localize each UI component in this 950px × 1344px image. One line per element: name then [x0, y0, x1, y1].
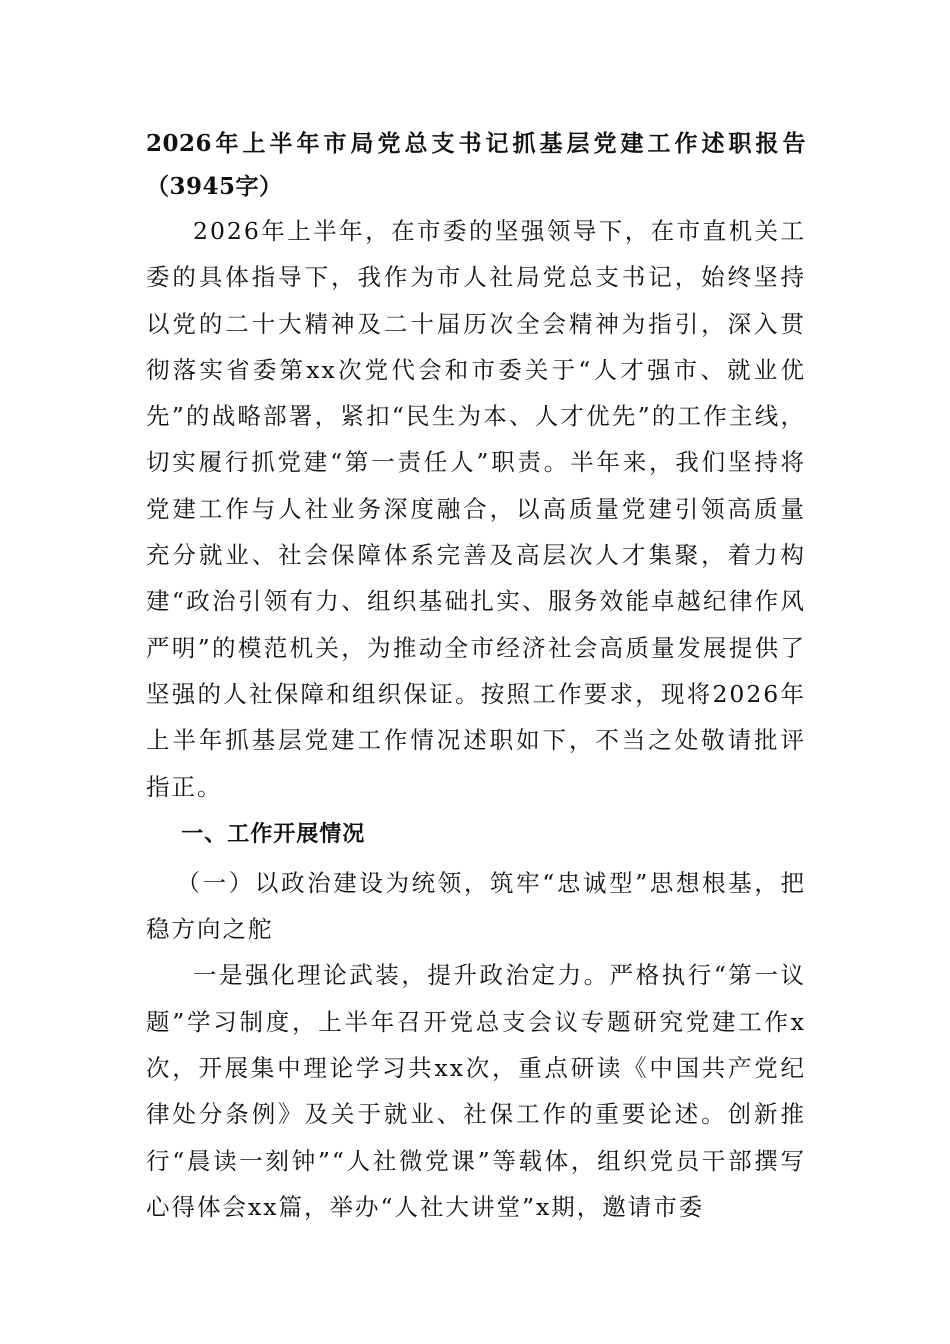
subsection-heading: （一）以政治建设为统领，筑牢“忠诚型”思想根基，把稳方向之舵 [146, 868, 806, 944]
document-body [146, 122, 806, 1230]
intro-paragraph: 2026年上半年，在市委的坚强领导下，在市直机关工委的具体指导下，我作为市人社局党总支书记，始终坚持以党的二十大精神及二十届历次全会精神为指引，深入贯彻落实省委第xx次党代会和市委关于“人才强市、就业优先”的战略部署，紧扣“民生为本、人才优先”的工作主线，切实履行抓党建“第一责任人”职责。半年来，我们坚持将党建工作与人社业务深度融合，以高质量党建引领高质量充分就业、社会保障体系完善及高层次人才集聚，着力构建“政治引领有力、组织基础扎实、服务效能卓越纪律作风严明”的模范机关，为推动全市经济社会高质量发展提供了坚强的人社保障和组织保证。按照工作要求，现将2026年上半年抓基层党建工作情况述职如下，不当之处敬请批评指正。 [146, 217, 806, 801]
document-title: 2026年上半年市局党总支书记抓基层党建工作述职报告（3945字） [146, 130, 806, 200]
body-paragraph: 一是强化理论武装，提升政治定力。严格执行“第一议题”学习制度，上半年召开党总支会议专题研究党建工作x次，开展集中理论学习共xx次，重点研读《中国共产党纪律处分条例》及关于就业、社保工作的重要论述。创新推行“晨读一刻钟”“人社微党课”等载体，组织党员干部撰写心得体会xx篇，举办“人社大讲堂”x期，邀请市委 [146, 961, 806, 1221]
section-heading: 一、工作开展情况 [181, 821, 366, 847]
